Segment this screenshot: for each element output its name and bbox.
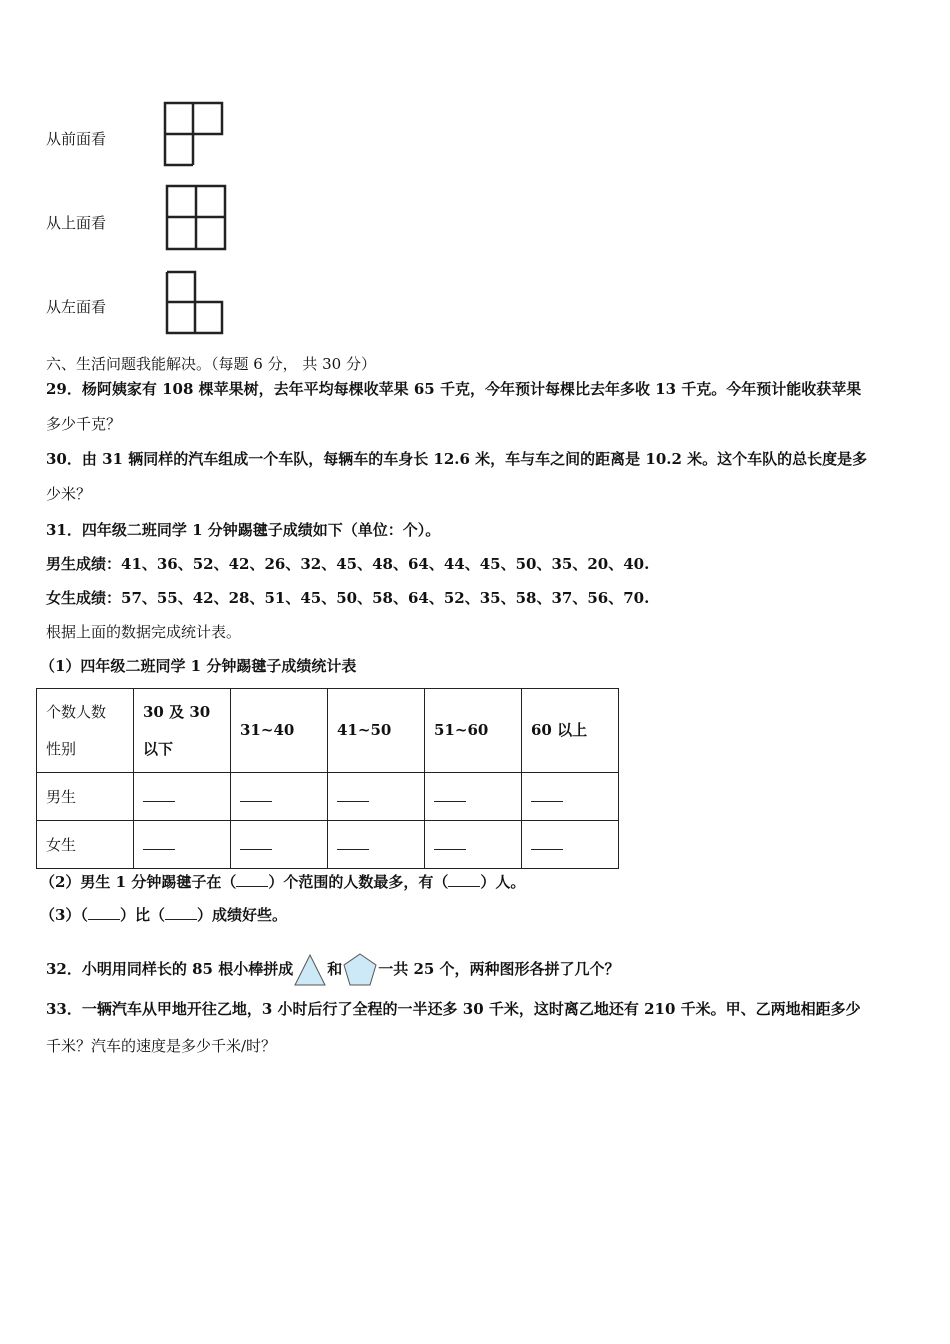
blank[interactable] <box>165 907 197 920</box>
blank-cell[interactable] <box>134 821 231 869</box>
q31-part2 <box>40 872 525 892</box>
q31-part3 <box>40 905 287 925</box>
top-view-figure <box>165 184 229 252</box>
table-row <box>37 821 619 869</box>
header-cell: 51~60 <box>425 689 522 773</box>
corner-bottom: 性别 <box>46 739 77 758</box>
row-label: 女生 <box>37 821 134 869</box>
q31-instruction: 根据上面的数据完成统计表。 <box>46 623 242 641</box>
row-label: 男生 <box>37 773 134 821</box>
header-cell: 31~40 <box>231 689 328 773</box>
header-cell: 30 及 30 以下 <box>134 689 231 773</box>
blank-cell[interactable] <box>522 773 619 821</box>
triangle-icon <box>293 953 327 987</box>
text: ）人。 <box>480 873 526 891</box>
text: 32．小明用同样长的 85 根小棒拼成 <box>46 960 294 978</box>
stats-table <box>36 688 619 869</box>
left-view-label: 从左面看 <box>46 298 107 316</box>
corner-top: 个数人数 <box>46 702 107 721</box>
q29-line2: 多少千克？ <box>46 415 122 433</box>
blank-cell[interactable] <box>328 773 425 821</box>
top-view-label: 从上面看 <box>46 214 107 232</box>
q31-part1: （1）四年级二班同学 1 分钟踢毽子成绩统计表 <box>40 657 357 675</box>
blank-cell[interactable] <box>522 821 619 869</box>
q31-intro: 31．四年级二班同学 1 分钟踢毽子成绩如下（单位：个）。 <box>46 521 441 539</box>
header-cell: 60 以上 <box>522 689 619 773</box>
text: 和 <box>327 960 343 978</box>
left-view-figure <box>165 270 229 336</box>
blank[interactable] <box>88 907 120 920</box>
q32 <box>46 952 620 988</box>
q31-boys: 男生成绩：41、36、52、42、26、32、45、48、64、44、45、50、35、20、40. <box>46 555 650 573</box>
blank[interactable] <box>236 874 268 887</box>
blank-cell[interactable] <box>425 821 522 869</box>
text: ）个范围的人数最多，有（ <box>268 873 449 891</box>
text: ）成绩好些。 <box>196 906 287 924</box>
front-view-figure <box>163 100 227 168</box>
blank-cell[interactable] <box>134 773 231 821</box>
q30-line1: 30．由 31 辆同样的汽车组成一个车队，每辆车的车身长 12.6 米，车与车之间的距离是 10.2 米。这个车队的总长度是多 <box>46 450 868 468</box>
blank-cell[interactable] <box>231 773 328 821</box>
corner-cell <box>37 689 134 773</box>
text: ）比（ <box>119 906 165 924</box>
blank[interactable] <box>448 874 480 887</box>
q30-line2: 少米？ <box>46 485 92 503</box>
text: 一共 25 个，两种图形各拼了几个？ <box>378 960 620 978</box>
blank-cell[interactable] <box>425 773 522 821</box>
text: （3）（ <box>40 906 88 924</box>
q33-line1: 33．一辆汽车从甲地开往乙地，3 小时后行了全程的一半还多 30 千米，这时离乙地还有 210 千米。甲、乙两地相距多少 <box>46 1000 861 1018</box>
blank-cell[interactable] <box>231 821 328 869</box>
pentagon-icon <box>342 952 378 988</box>
table-row <box>37 773 619 821</box>
header-cell: 41~50 <box>328 689 425 773</box>
blank-cell[interactable] <box>328 821 425 869</box>
section-title: 六、生活问题我能解决。（每题 6 分， 共 30 分） <box>46 355 376 373</box>
q33-line2: 千米？汽车的速度是多少千米/时？ <box>46 1037 277 1055</box>
text: （2）男生 1 分钟踢毽子在（ <box>40 873 237 891</box>
q31-girls: 女生成绩：57、55、42、28、51、45、50、58、64、52、35、58、37、56、70. <box>46 589 650 607</box>
q29-line1: 29．杨阿姨家有 108 棵苹果树，去年平均每棵收苹果 65 千克，今年预计每棵比去年多收 13 千克。今年预计能收获苹果 <box>46 380 862 398</box>
front-view-label: 从前面看 <box>46 130 107 148</box>
